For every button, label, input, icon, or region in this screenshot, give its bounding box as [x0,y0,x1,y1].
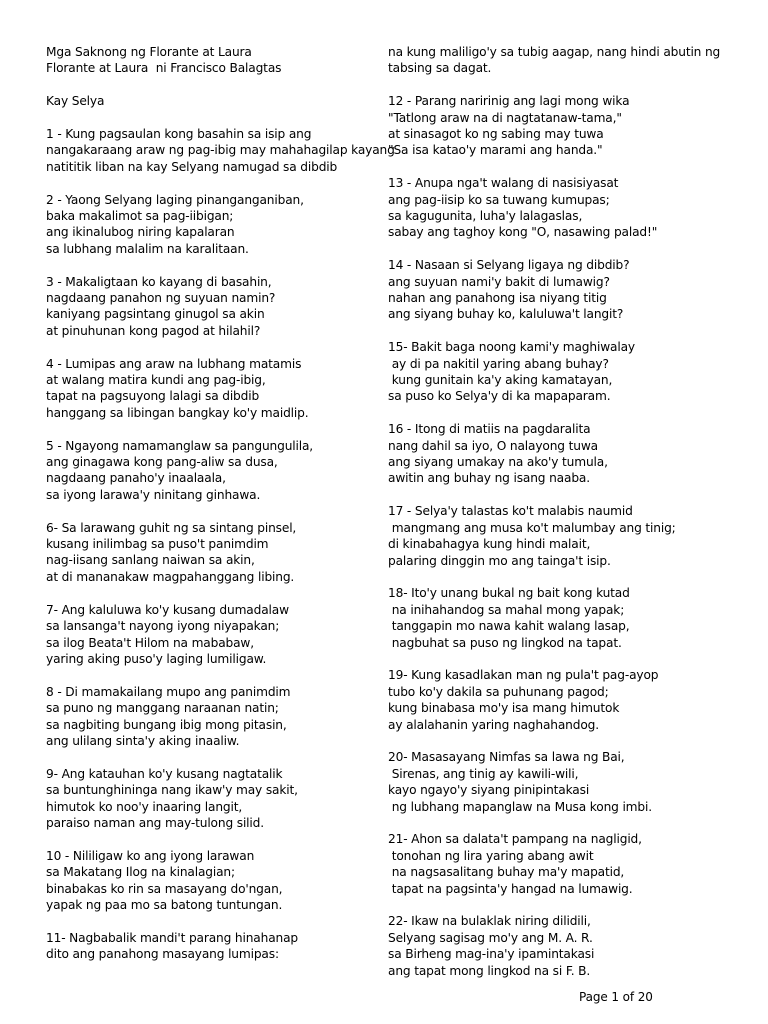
stanza [388,831,750,897]
stanza-line: 9- Ang katauhan ko'y kusang nagtatalik [46,766,283,781]
stanza-line: kusang inilimbag sa puso't panimdim [46,537,269,552]
stanza-line: at sinasagot ko ng sabing may tuwa [388,127,604,142]
stanza [388,421,750,487]
stanza-line: at di mananakaw magpahanggang libing. [46,569,295,584]
spacer [388,241,750,257]
stanza-line: ang tapat mong lingkod na si F. B. [388,963,591,978]
stanza-line: 15- Bakit baga noong kami'y maghiwalay [388,340,635,355]
stanza-line: sa lansanga't nayong iyong niyapakan; [46,619,280,634]
stanza-line: sa nagbiting bungang ibig mong pitasin, [46,717,287,732]
stanza [46,520,382,586]
stanza [46,438,382,504]
stanza [388,339,750,405]
stanza-line: 16 - Itong di matiis na pagdaralita [388,422,591,437]
stanza-line: tapat na pagsuyong lalagi sa dibdib [46,389,260,404]
stanza-line: Selyang sagisag mo'y ang M. A. R. [388,930,593,945]
stanza-line: tanggapin mo nawa kahit walang lasap, [388,619,630,634]
stanza-line: nahan ang panahong isa niyang titig [388,291,607,306]
stanza-line: 7- Ang kaluluwa ko'y kusang dumadalaw [46,602,289,617]
stanza [388,257,750,323]
document-subtitle: Florante at Laura ni Francisco Balagtas [46,61,282,76]
spacer [46,749,382,765]
stanza-line: mangmang ang musa ko't malumbay ang tinig; [388,520,676,535]
page-number: Page 1 of 20 [579,990,653,1004]
right-stanzas [388,44,750,979]
stanza [388,503,750,569]
stanza-line: kung binabasa mo'y isa mang himutok [388,701,620,716]
stanza-line: sa puso ko Selya'y di ka mapaparam. [388,389,611,404]
stanza-line: na kung maliligo'y sa tubig aagap, nang hindi abutin ng [388,45,721,59]
stanza-line: sa puno ng manggang naraanan natin; [46,701,279,716]
spacer [388,159,750,175]
stanza-line: hanggang sa libingan bangkay ko'y maidlip. [46,405,309,420]
spacer [388,77,750,93]
stanza-line: 5 - Ngayong namamanglaw sa pangungulila, [46,438,314,453]
stanza [388,93,750,159]
stanza-line: sa buntunghininga nang ikaw'y may sakit, [46,783,298,798]
stanza-line: nagdaang panaho'y inaalaala, [46,471,226,486]
stanza [46,930,382,963]
stanza-line: sa Birheng mag-ina'y ipamintakasi [388,947,595,962]
stanza-line: ay di pa nakitil yaring abang buhay? [388,356,609,371]
stanza-line: 8 - Di mamakailang mupo ang panimdim [46,684,291,699]
right-column [388,44,750,979]
left-stanzas [46,126,395,963]
stanza-line: himutok ko noo'y inaaring langit, [46,799,243,814]
stanza-line: sabay ang taghoy kong "O, nasawing palad!" [388,225,658,240]
stanza-line: tabsing sa dagat. [388,61,492,76]
stanza-line: baka makalimot sa pag-iibigan; [46,209,234,224]
spacer [46,339,382,355]
spacer [388,405,750,421]
stanza-line: sa iyong larawa'y ninitang ginhawa. [46,487,261,502]
stanza-line: palaring dinggin mo ang tainga't isip. [388,553,611,568]
spacer [388,569,750,585]
stanza-line: nang dahil sa iyo, O nalayong tuwa [388,438,598,453]
stanza [46,274,382,340]
stanza-line: sa lubhang malalim na karalitaan. [46,241,249,256]
spacer [46,667,382,683]
stanza-line: 17 - Selya'y talastas ko't malabis naumid [388,504,633,519]
stanza-line: natititik liban na kay Selyang namugad sa dibdib [46,159,338,174]
stanza [388,667,750,733]
stanza-line: di kinabahagya kung hindi malait, [388,537,591,552]
spacer [46,503,382,519]
stanza-line: 19- Kung kasadlakan man ng pula't pag-ayop [388,668,659,683]
stanza-line: tonohan ng lira yaring abang awit [388,848,594,863]
left-column [46,44,395,963]
stanza [388,44,750,77]
spacer [388,897,750,913]
spacer [46,257,382,273]
spacer [46,831,382,847]
stanza-line: awitin ang buhay ng isang naaba. [388,471,590,486]
stanza-line: nag-iisang sanlang naiwan sa akin, [46,553,255,568]
stanza-line: nagdaang panahon ng suyuan namin? [46,291,276,306]
stanza-line: ang siyang buhay ko, kaluluwa't langit? [388,307,624,322]
spacer [388,651,750,667]
stanza-line: "Tatlong araw na di nagtatanaw-tama," [388,110,622,125]
spacer [46,110,382,126]
stanza [46,356,382,422]
stanza-line: "Sa isa katao'y marami ang handa." [388,143,603,158]
stanza-line: paraiso naman ang may-tulong silid. [46,815,264,830]
stanza-line: ang pag-iisip ko sa tuwang kumupas; [388,192,610,207]
stanza-line: na nagsasalitang buhay ma'y mapatid, [388,865,625,880]
spacer [46,585,382,601]
stanza-line: 20- Masasayang Nimfas sa lawa ng Bai, [388,750,625,765]
stanza-line: dito ang panahong masayang lumipas: [46,947,279,962]
stanza [46,848,382,914]
stanza [388,749,750,815]
stanza-line: sa ilog Beata't Hilom na mababaw, [46,635,254,650]
stanza-line: 6- Sa larawang guhit ng sa sintang pinsel, [46,520,297,535]
stanza [388,175,750,241]
stanza-line: ang siyang umakay na ako'y tumula, [388,455,608,470]
stanza-line: 1 - Kung pagsaulan kong basahin sa isip ang [46,127,312,141]
stanza-line: nangakaraang araw ng pag-ibig may mahahagilap kayang [46,143,395,158]
spacer [46,913,382,929]
stanza-line: nagbuhat sa puso ng lingkod na tapat. [388,635,622,650]
stanza-line: ang ikinalubog niring kapalaran [46,225,235,240]
stanza-line: 21- Ahon sa dalata't pampang na nagligid, [388,832,642,847]
stanza-line: kaniyang pagsintang ginugol sa akin [46,307,265,322]
stanza [46,192,382,258]
spacer [388,733,750,749]
stanza-line: ang ulilang sinta'y aking inaaliw. [46,733,240,748]
spacer [388,323,750,339]
stanza-line: yapak ng paa mo sa batong tuntungan. [46,897,283,912]
document-title: Mga Saknong ng Florante at Laura [46,45,252,59]
spacer [46,421,382,437]
stanza-line: 18- Ito'y unang bukal ng bait kong kutad [388,586,630,601]
stanza-line: kung gunitain ka'y aking kamatayan, [388,373,613,388]
stanza [388,585,750,651]
stanza-line: 11- Nagbabalik mandi't parang hinahanap [46,930,298,945]
stanza-line: at walang matira kundi ang pag-ibig, [46,373,266,388]
stanza-line: 13 - Anupa nga't walang di nasisiyasat [388,176,619,191]
stanza-line: ang ginagawa kong pang-aliw sa dusa, [46,455,278,470]
stanza-line: ay alalahanin yaring naghahandog. [388,717,599,732]
stanza-line: 12 - Parang naririnig ang lagi mong wika [388,94,630,109]
dedication-heading: Kay Selya [46,94,105,109]
stanza-line: tapat na pagsinta'y hangad na lumawig. [388,881,633,896]
stanza-line: sa kagugunita, luha'y lalagaslas, [388,209,583,224]
spacer [46,175,382,191]
stanza-line: kayo ngayo'y siyang pinipintakasi [388,783,590,798]
stanza [46,684,382,750]
stanza-line: sa Makatang Ilog na kinalagian; [46,865,235,880]
stanza [46,602,382,668]
stanza-line: ang suyuan nami'y bakit di lumawig? [388,274,610,289]
stanza-line: tubo ko'y dakila sa puhunang pagod; [388,684,609,699]
stanza-line: yaring aking puso'y laging lumiligaw. [46,651,267,666]
stanza-line: na inihahandog sa mahal mong yapak; [388,602,625,617]
spacer [388,815,750,831]
stanza-line: Sirenas, ang tinig ay kawili-wili, [388,766,579,781]
spacer [46,77,382,93]
stanza-line: 14 - Nasaan si Selyang ligaya ng dibdib? [388,258,630,273]
stanza-line: 4 - Lumipas ang araw na lubhang matamis [46,356,302,371]
stanza [388,913,750,979]
spacer [388,487,750,503]
stanza-line: 2 - Yaong Selyang laging pinanganganiban, [46,192,304,207]
stanza-line: 22- Ikaw na bulaklak niring dilidili, [388,914,591,929]
stanza-line: ng lubhang mapanglaw na Musa kong imbi. [388,799,652,814]
stanza-line: binabakas ko rin sa masayang do'ngan, [46,881,283,896]
stanza-line: at pinuhunan kong pagod at hilahil? [46,323,261,338]
stanza [46,766,382,832]
stanza [46,126,395,175]
stanza-line: 3 - Makaligtaan ko kayang di basahin, [46,274,272,289]
stanza-line: 10 - Nililigaw ko ang iyong larawan [46,848,255,863]
